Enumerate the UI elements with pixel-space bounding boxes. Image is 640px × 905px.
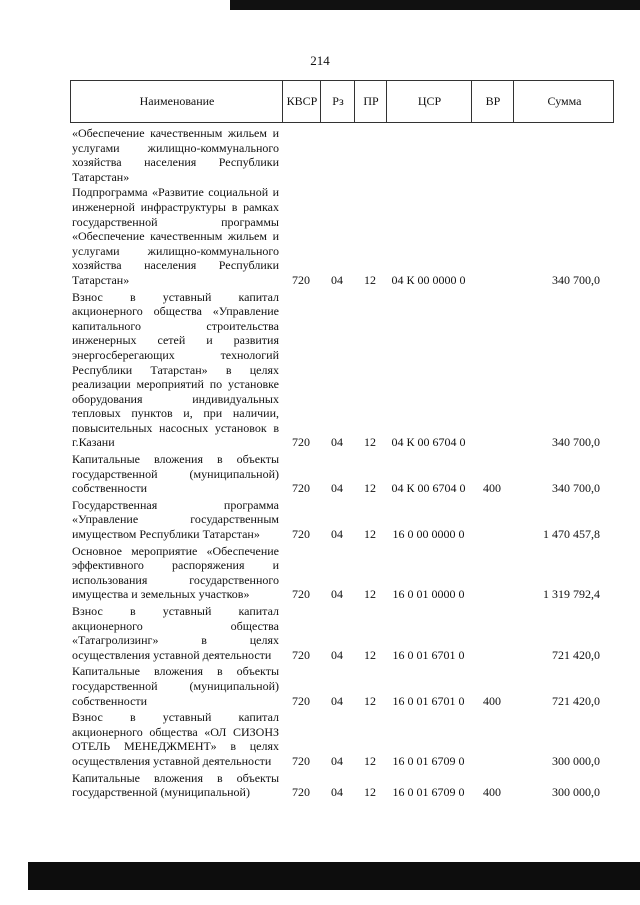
row-name: Капитальные вложения в объекты государственной (муниципальной) собственности	[72, 664, 279, 708]
row-pr: 12	[364, 785, 376, 800]
row-sum: 300 000,0	[552, 753, 600, 768]
row-kvsr: 720	[292, 527, 310, 542]
row-rz: 04	[331, 753, 343, 768]
row-csr: 04 К 00 6704 0	[391, 435, 466, 450]
row-rz: 04	[331, 785, 343, 800]
table-row	[70, 771, 614, 800]
header-name: Наименование	[139, 94, 215, 108]
table-row	[70, 664, 614, 708]
row-kvsr: 720	[292, 647, 310, 662]
table-header	[70, 80, 614, 123]
row-csr: 16 0 01 6709 0	[392, 785, 465, 800]
row-sum: 300 000,0	[552, 785, 600, 800]
header-sum: Сумма	[547, 94, 582, 108]
row-csr: 04 К 00 6704 0	[391, 481, 466, 496]
table-row	[70, 710, 614, 768]
header-divider	[471, 81, 472, 122]
row-sum: 1 470 457,8	[543, 527, 600, 542]
row-kvsr: 720	[292, 272, 310, 287]
row-csr: 16 0 01 0000 0	[392, 587, 465, 602]
header-divider	[354, 81, 355, 122]
table-row	[70, 452, 614, 496]
budget-table	[70, 80, 614, 800]
row-name: Взнос в уставный капитал акционерного общества «Управление капитального строительства инженерных сетей и развития энергосберегающих технологий Республики Татарстан» в целях реализации мероприятий по установке оборудования индивидуальных тепловых пунктов и, при наличии, повысительных насосных установок в г.Казани	[72, 289, 279, 450]
row-sum: 340 700,0	[552, 272, 600, 287]
row-sum: 721 420,0	[552, 647, 600, 662]
row-name: «Обеспечение качественным жильем и услугами жилищно-коммунального хозяйства населения Республики Татарстан»	[72, 126, 279, 184]
table-row	[70, 498, 614, 542]
row-name: Капитальные вложения в объекты государственной (муниципальной) собственности	[72, 452, 279, 496]
header-divider	[513, 81, 514, 122]
row-kvsr: 720	[292, 481, 310, 496]
table-row	[70, 185, 614, 287]
header-divider	[386, 81, 387, 122]
row-sum: 340 700,0	[552, 435, 600, 450]
row-name: Взнос в уставный капитал акционерного общества «Татагролизинг» в целях осуществления уставной деятельности	[72, 604, 279, 662]
row-csr: 16 0 01 6701 0	[392, 647, 465, 662]
header-divider	[320, 81, 321, 122]
row-rz: 04	[331, 272, 343, 287]
row-rz: 04	[331, 481, 343, 496]
row-pr: 12	[364, 587, 376, 602]
table-row	[70, 290, 614, 451]
table-row	[70, 126, 614, 184]
row-sum: 1 319 792,4	[543, 587, 600, 602]
table-row	[70, 544, 614, 602]
row-csr: 04 К 00 0000 0	[391, 272, 466, 287]
row-csr: 16 0 01 6709 0	[392, 753, 465, 768]
scan-edge-bottom	[28, 862, 640, 890]
row-rz: 04	[331, 647, 343, 662]
header-pr: ПР	[363, 94, 379, 108]
header-rz: Рз	[332, 94, 344, 108]
scan-edge-top	[230, 0, 640, 10]
header-kvsr: КВСР	[286, 94, 318, 108]
row-kvsr: 720	[292, 693, 310, 708]
row-name: Основное мероприятие «Обеспечение эффективного распоряжения и использования государственного имущества и земельных участков»	[72, 543, 279, 602]
row-name: Подпрограмма «Развитие социальной и инженерной инфраструктуры в рамках государственной программы «Обеспечение качественным жильем и услугами жилищно-коммунального хозяйства населения Республики Татарстан»	[72, 185, 279, 287]
row-kvsr: 720	[292, 753, 310, 768]
row-pr: 12	[364, 527, 376, 542]
page-number: 214	[310, 53, 330, 68]
row-rz: 04	[331, 527, 343, 542]
row-name: Капитальные вложения в объекты государственной (муниципальной)	[72, 770, 279, 800]
row-vr: 400	[483, 785, 501, 800]
row-name: Государственная программа «Управление государственным имуществом Республики Татарстан»	[72, 497, 279, 542]
row-csr: 16 0 00 0000 0	[392, 527, 465, 542]
row-vr: 400	[483, 693, 501, 708]
row-pr: 12	[364, 435, 376, 450]
row-pr: 12	[364, 647, 376, 662]
row-rz: 04	[331, 435, 343, 450]
row-csr: 16 0 01 6701 0	[392, 693, 465, 708]
row-kvsr: 720	[292, 435, 310, 450]
row-sum: 340 700,0	[552, 481, 600, 496]
header-vr: ВР	[485, 94, 501, 108]
row-sum: 721 420,0	[552, 693, 600, 708]
row-pr: 12	[364, 272, 376, 287]
table-row	[70, 604, 614, 662]
row-pr: 12	[364, 693, 376, 708]
row-vr: 400	[483, 481, 501, 496]
header-csr: ЦСР	[417, 94, 442, 108]
row-rz: 04	[331, 693, 343, 708]
row-pr: 12	[364, 481, 376, 496]
row-rz: 04	[331, 587, 343, 602]
row-kvsr: 720	[292, 587, 310, 602]
row-pr: 12	[364, 753, 376, 768]
table-body	[70, 126, 614, 800]
header-divider	[282, 81, 283, 122]
row-name: Взнос в уставный капитал акционерного общества «ОЛ СИЗОНЗ ОТЕЛЬ МЕНЕДЖМЕНТ» в целях осуществления уставной деятельности	[72, 710, 279, 768]
row-kvsr: 720	[292, 785, 310, 800]
